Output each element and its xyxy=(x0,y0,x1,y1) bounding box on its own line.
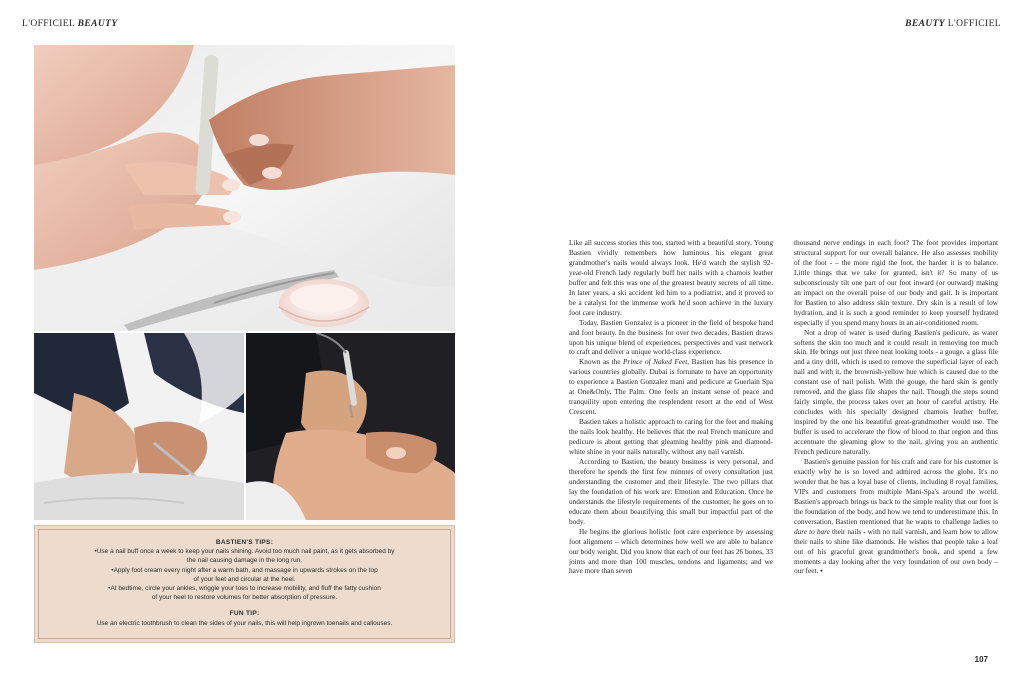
fun-tip-text: Use an electric toothbrush to clean the sides of your nails, this will help ingrown toenails and callouses. xyxy=(96,619,393,627)
paragraph: Bastien's genuine passion for his craft and care for his customer is exactly why he is so loved and admired across the globe. It's no wonder that he has a loyal base of clients, including 8 royal families, VIPs and customers from multiple Mani-Spa's around the world. Bastien's approach brings us back to the simple reality that our foot is the foundation of the body, and how we tend to underestimate this. In conversation, Bastien mentioned that he wants to challenge ladies to dare to bare their nails - with no nail varnish, and learn how to allow their nails to shine like diamonds. He wishes that people take a leaf out of his graceful great grandmother's book, and spend a few moments a day looking after the very foundation of our own body – our feet. ▪ xyxy=(794,456,998,576)
paragraph: Bastien takes a holistic approach to caring for the feet and making the nails look healthy. He believes that the real French manicure and pedicure is about getting that gleaming healthy pink and diamond-white shine in your nails naturally, without any nail varnish. xyxy=(569,417,773,457)
running-head-left xyxy=(22,19,118,29)
paragraph: Not a drop of water is used during Bastien's pedicure, as water softens the skin too much and it could result in removing too much skin. He brings out just three neat looking tools - a gouge, a glass file and a tiny drill, which is used to remove the superficial layer of each nail and with it, the brownish-yellow hue which is caused due to the constant use of nail polish. With the gouge, the hard skin is gently removed, and the glass file shapes the nail. Though the steps sound fairly simple, the process takes over an hour of careful artistry. He concludes with his specially designed chamois leather buffer, inspired by the one his beautiful great-grandmother would use. The buffer is used to accelerate the flow of blood to that region and thus accentuate the gleaming glow to the nail, giving you an authentic French pedicure naturally. xyxy=(794,327,998,457)
pedicure-drill-photo xyxy=(246,333,455,520)
article-column-2 xyxy=(794,238,998,576)
tips-box xyxy=(34,525,455,643)
tip-line: •Apply foot cream every night after a warm bath, and massage in upwards strokes on the top xyxy=(111,566,378,574)
tip-line: of your heel to restore volumes for better absorption of pressure. xyxy=(151,594,338,602)
brand-name: L'OFFICIEL xyxy=(22,19,75,29)
paragraph: According to Bastien, the beauty business is very personal, and therefore he spends the first few minutes of every consultation just understanding the customer and their lifestyle. The two pillars that lay the foundation of his work are: Emotion and Education. Once he understands the lifestyle requirements of the customer, he goes on to educate them about beautifying this small but impactful part of the body. xyxy=(569,456,773,526)
running-head-right xyxy=(905,19,1001,29)
paragraph: Known as the Prince of Naked Feet, Bastien has his presence in various countries globally. Dubai is fortunate to have an opportunity to experience a Bastien Gonzalez mani and pedicure at Guerlain Spa at One&Only, The Palm. One feels an instant sense of peace and tranquility upon entering the resplendent resort at the end of West Crescent. xyxy=(569,357,773,417)
tip-line: the nail causing damage in the long run. xyxy=(186,557,303,565)
tips-title: BASTIEN'S TIPS: xyxy=(215,539,274,546)
paragraph: He begins the glorious holistic foot care experience by assessing foot alignment – which determines how well we are able to balance our body weight. Did you know that each of our feet has 26 bones, 33 joints and more than 100 muscles, tendons and ligaments; and we have more than seven xyxy=(569,526,773,576)
tips-content xyxy=(35,538,454,628)
article-column-1 xyxy=(569,238,773,576)
tip-line: of your feet and circular at the heel. xyxy=(193,575,296,583)
tip-line: •At bedtime, circle your ankles, wriggle your toes to increase mobility, and fluff the fatty cushion xyxy=(108,585,381,593)
section-name: BEAUTY xyxy=(77,19,118,29)
manicure-nail-filing-photo xyxy=(34,45,455,331)
fun-tip-title: FUN TIP: xyxy=(229,610,260,618)
manicure-treatment-photo xyxy=(34,333,244,520)
paragraph: thousand nerve endings in each foot? The foot provides important structural support for our overall balance. He also assesses mobility of the foot - – the more rigid the foot, the harder it is to balance. Little things that we take for granted, isn't it? So many of us subconsciously tilt one part of our foot inward (or outward) making an impact on the overall poise of our body and gait. It is important for Bastien to also address skin texture. Dry skin is a result of low hydration, and it is such a good reminder to keep yourself hydrated especially if you spend many hours in an air-conditioned room. xyxy=(794,238,998,327)
paragraph: Today, Bastien Gonzalez is a pioneer in the field of bespoke hand and foot beauty. In the business for over two decades, Bastien draws upon his unique blend of experiences, perspectives and vast network to craft and deliver a unique world-class experience. xyxy=(569,317,773,357)
tip-line: •Use a nail buff once a week to keep your nails shining. Avoid too much nail paint, as it gets absorbed by xyxy=(94,548,395,556)
paragraph: Like all success stories this too, started with a beautiful story. Young Bastien vividly remembers how luminous his elegant great grandmother's nails would always look. He'd watch the stylish 92-year-old French lady regularly buff her nails with a chamois leather buffer and felt this was one of the greatest beauty secrets of all time. In later years, a ski accident led him to a podiatrist, and it proved to be a catalyst for the immense work he'd soon achieve in the luxury foot care industry. xyxy=(569,238,773,317)
brand-name: L'OFFICIEL xyxy=(947,19,1001,29)
section-name: BEAUTY xyxy=(905,19,945,29)
page-number: 107 xyxy=(974,655,988,664)
